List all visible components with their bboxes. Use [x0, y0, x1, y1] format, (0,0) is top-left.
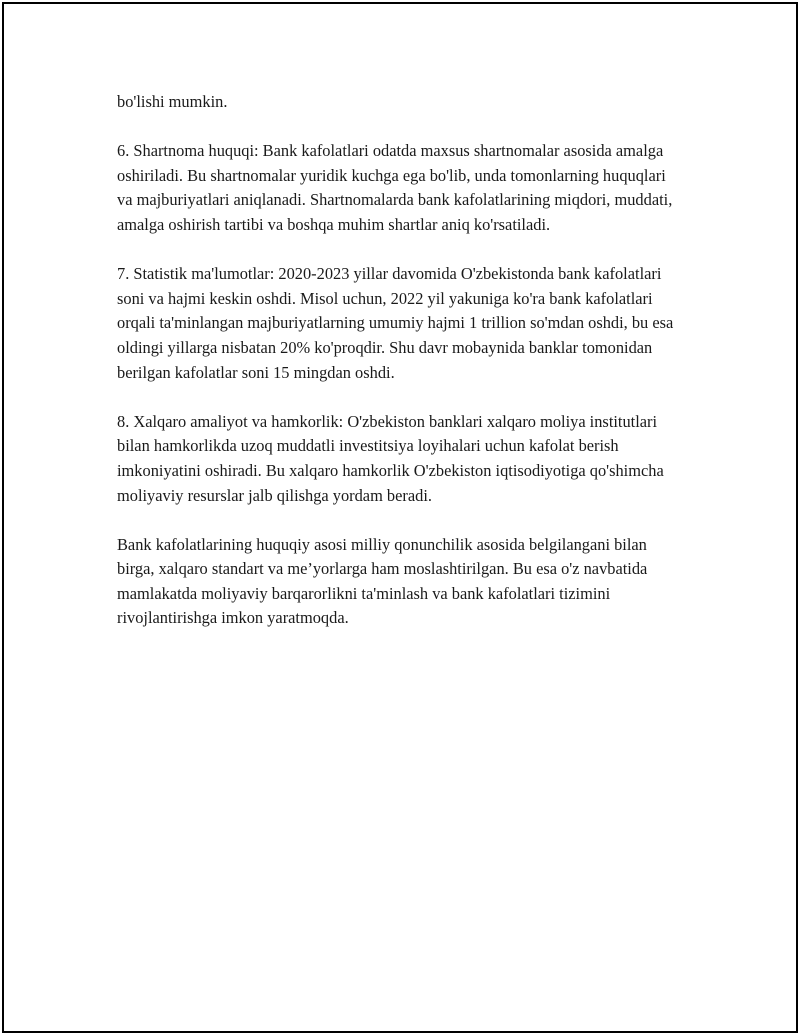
document-body [117, 90, 683, 656]
paragraph-shartnoma-huquqi: 6. Shartnoma huquqi: Bank kafolatlari odatda maxsus shartnomalar asosida amalga oshiriladi. Bu shartnomalar yuridik kuchga ega bo'lib, unda tomonlarning huquqlari va majburiyatlari aniqlanadi. Shartnomalarda bank kafolatlarining miqdori, muddati, amalga oshirish tartibi va boshqa muhim shartlar aniq ko'rsatiladi. [117, 141, 673, 234]
paragraph-xalqaro-amaliyot: 8. Xalqaro amaliyot va hamkorlik: O'zbekiston banklari xalqaro moliya institutlari bilan hamkorlikda uzoq muddatli investitsiya loyihalari uchun kafolat berish imkoniyatini oshiradi. Bu xalqaro hamkorlik O'zbekiston iqtisodiyotiga qo'shimcha moliyaviy resurslar jalb qilishga yordam beradi. [117, 411, 664, 505]
paragraph-conclusion: Bank kafolatlarining huquqiy asosi milliy qonunchilik asosida belgilangani bilan birga, xalqaro standart va me’yorlarga ham moslashtirilgan. Bu esa o'z navbatida mamlakatda moliyaviy barqarorlikni ta'minlash va bank kafolatlari tizimini rivojlantirishga imkon yaratmoqda. [117, 534, 648, 628]
paragraph-continuation: bo'lishi mumkin. [117, 92, 228, 111]
paragraph-statistik-malumotlar: 7. Statistik ma'lumotlar: 2020-2023 yillar davomida O'zbekistonda bank kafolatlari soni va hajmi keskin oshdi. Misol uchun, 2022 yil yakuniga ko'ra bank kafolatlari orqali ta'minlangan majburiyatlarning umumiy hajmi 1 trillion so'mdan oshdi, bu esa oldingi yillarga nisbatan 20% ko'proqdir. Shu davr mobaynida banklar tomonidan berilgan kafolatlar soni 15 mingdan oshdi. [117, 264, 674, 382]
